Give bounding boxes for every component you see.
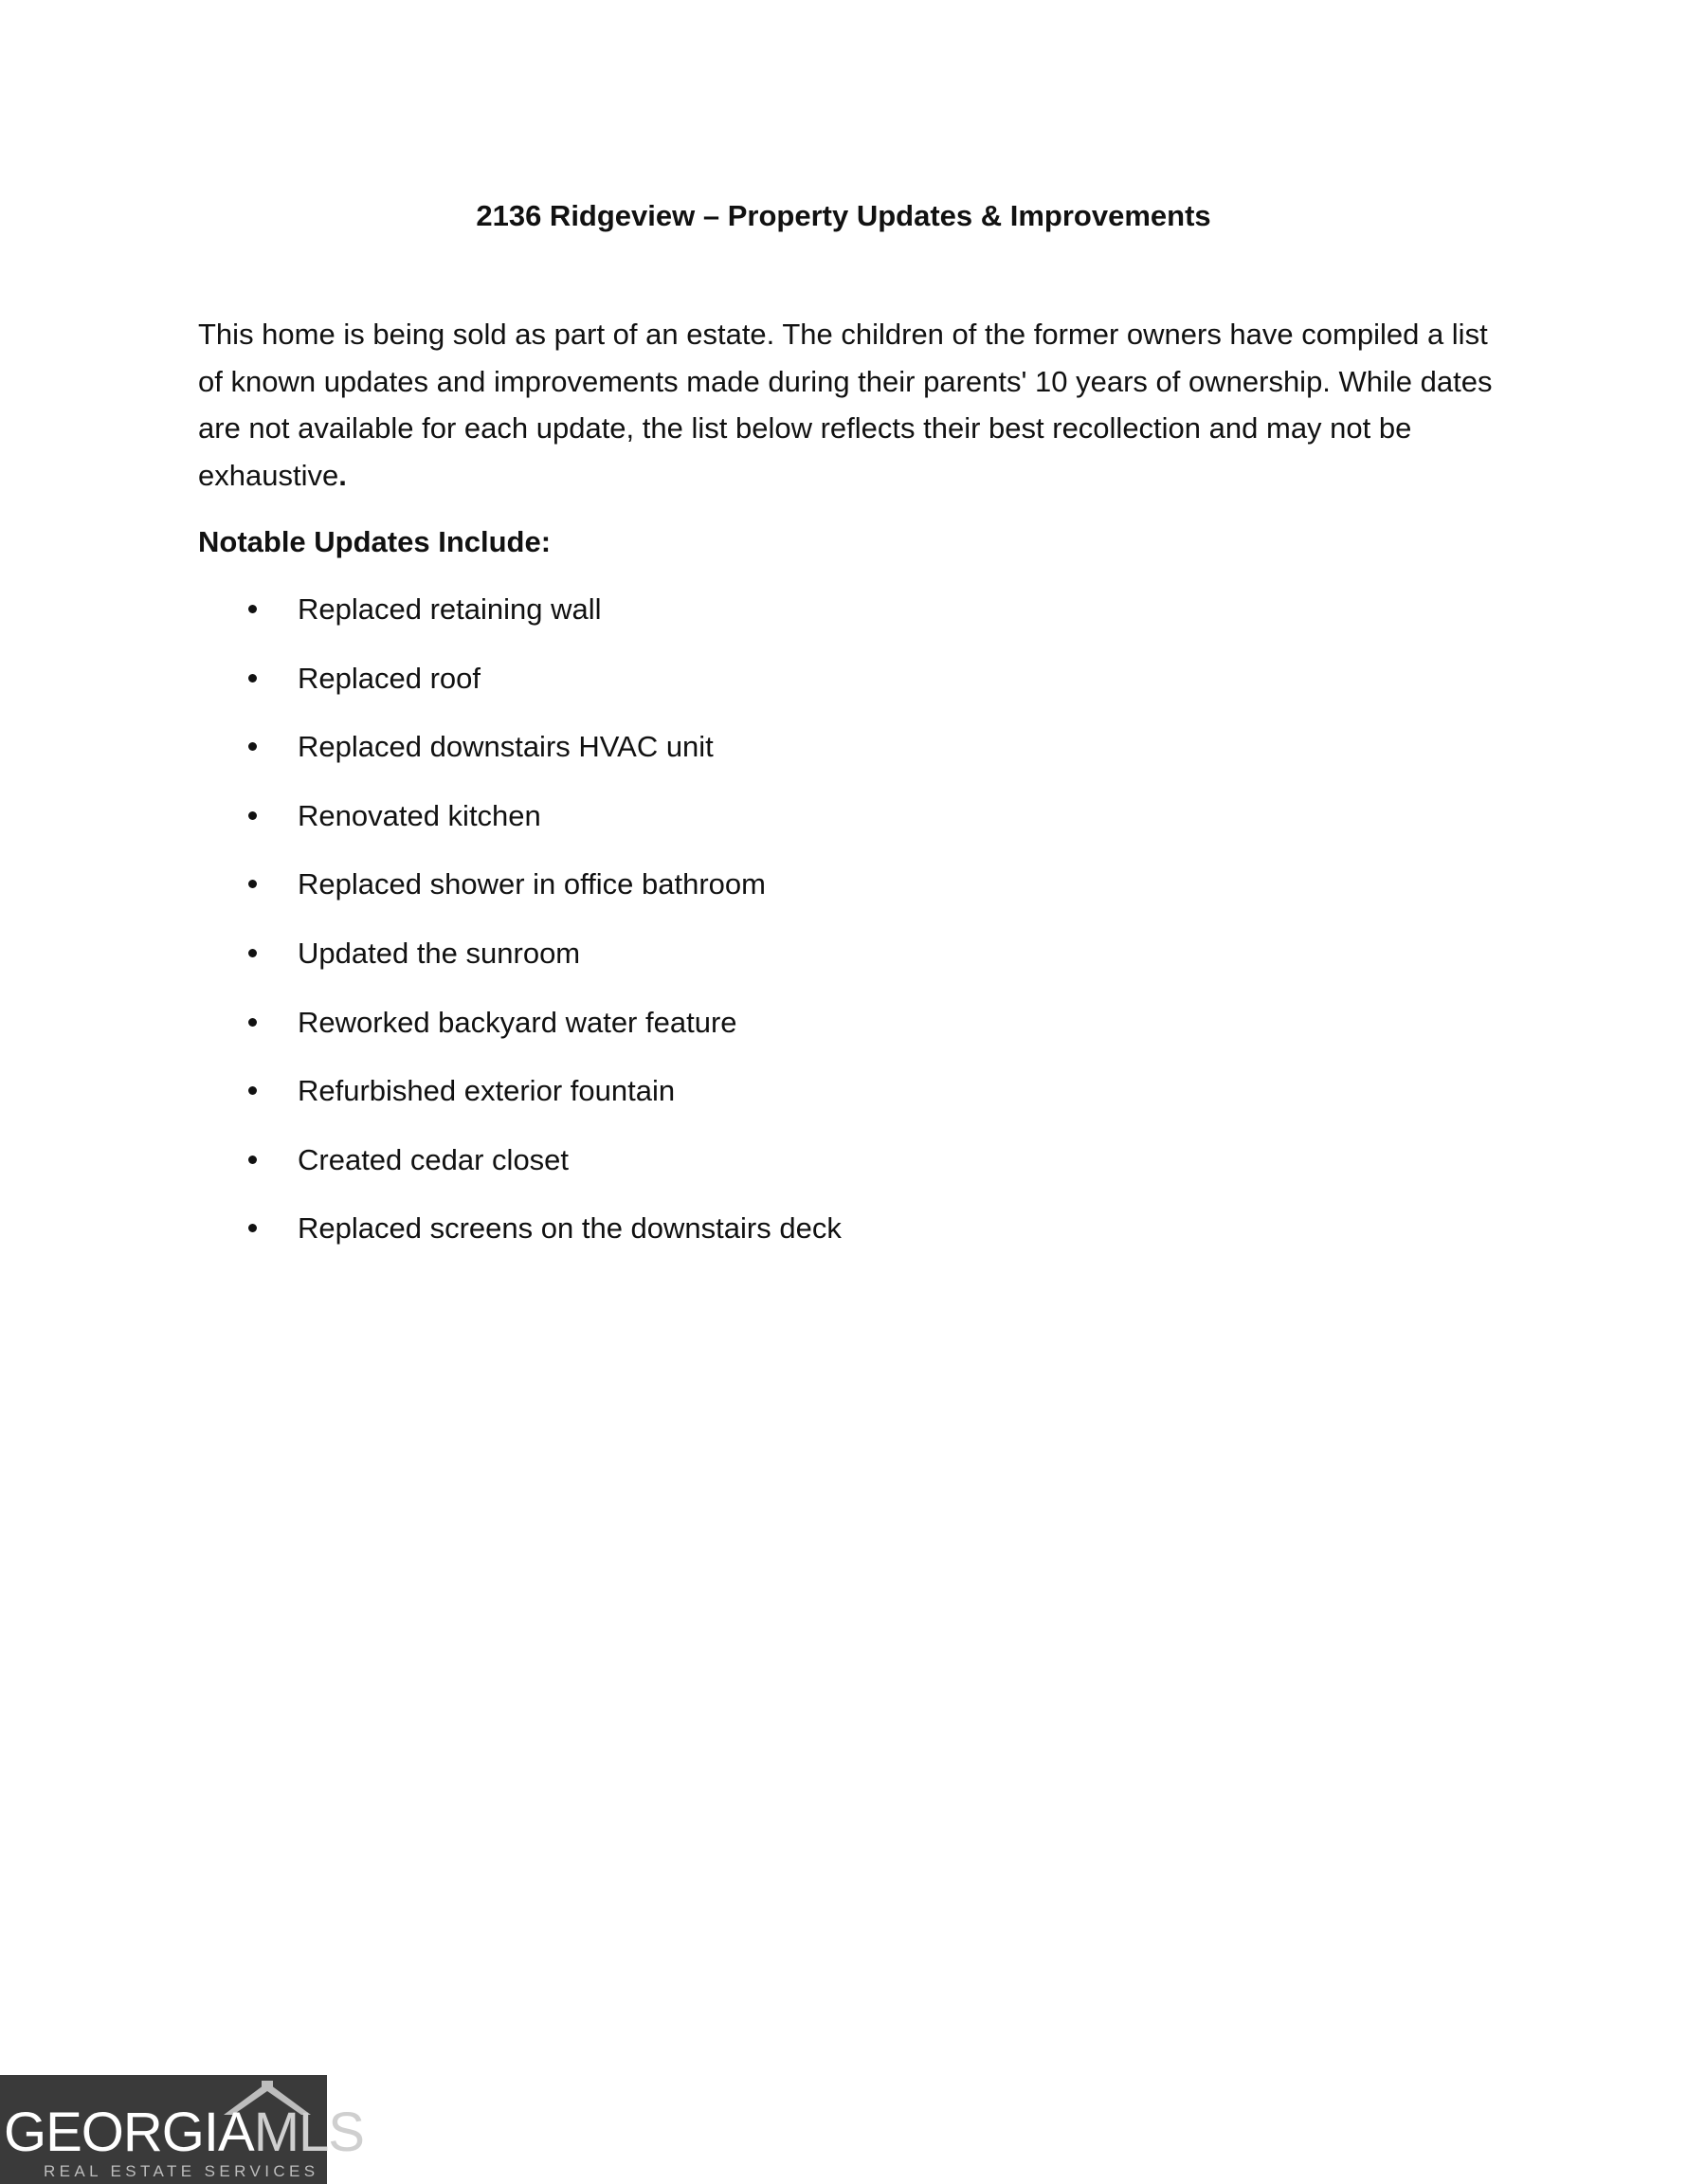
updates-heading: Notable Updates Include: [198, 525, 552, 558]
list-item-text: Replaced roof [298, 661, 481, 695]
logo-brand-primary: GEORGIA [4, 2102, 254, 2163]
list-item-text: Renovated kitchen [298, 798, 541, 832]
list-item-text: Created cedar closet [298, 1142, 570, 1176]
page-title: 2136 Ridgeview – Property Updates & Improvements [476, 199, 1211, 232]
bullet-icon [248, 1018, 257, 1027]
bullet-icon [248, 1224, 257, 1232]
list-item-text: Refurbished exterior fountain [298, 1074, 676, 1108]
list-item [0, 935, 1137, 1004]
bullet-icon [248, 811, 257, 820]
list-item [0, 591, 1137, 660]
intro-period: . [338, 458, 347, 492]
list-item [0, 1072, 1137, 1141]
bullet-icon [248, 1156, 257, 1164]
bullet-icon [248, 880, 257, 888]
intro-text: This home is being sold as part of an estate. The children of the former owners have compiled a list of known updates and improvements made during their parents' 10 years of ownership. While dates are not available for each update, the list below reflects their best recollection and may not be exhaustive [198, 318, 1493, 492]
list-item [0, 865, 1137, 935]
bullet-icon [248, 674, 257, 682]
list-item-text: Replaced retaining wall [298, 592, 602, 626]
bullet-icon [248, 605, 257, 613]
list-item [0, 1210, 1137, 1279]
bullet-icon [248, 1086, 257, 1095]
georgia-mls-logo [0, 2075, 364, 2184]
bullet-icon [248, 949, 257, 957]
list-item-text: Replaced screens on the downstairs deck [298, 1211, 842, 1246]
list-item [0, 728, 1137, 797]
logo-brand-secondary: MLS [253, 2102, 364, 2163]
list-item [0, 797, 1137, 866]
logo-tagline: REAL ESTATE SERVICES [44, 2162, 319, 2180]
updates-list [0, 591, 1137, 1279]
logo-wordmark [4, 2103, 364, 2162]
list-item-text: Updated the sunroom [298, 936, 581, 970]
list-item-text: Replaced shower in office bathroom [298, 867, 766, 901]
list-item-text: Replaced downstairs HVAC unit [298, 730, 714, 764]
bullet-icon [248, 742, 257, 751]
list-item-text: Reworked backyard water feature [298, 1005, 737, 1039]
intro-paragraph [198, 311, 1497, 499]
list-item [0, 1004, 1137, 1073]
list-item [0, 660, 1137, 729]
list-item [0, 1141, 1137, 1210]
